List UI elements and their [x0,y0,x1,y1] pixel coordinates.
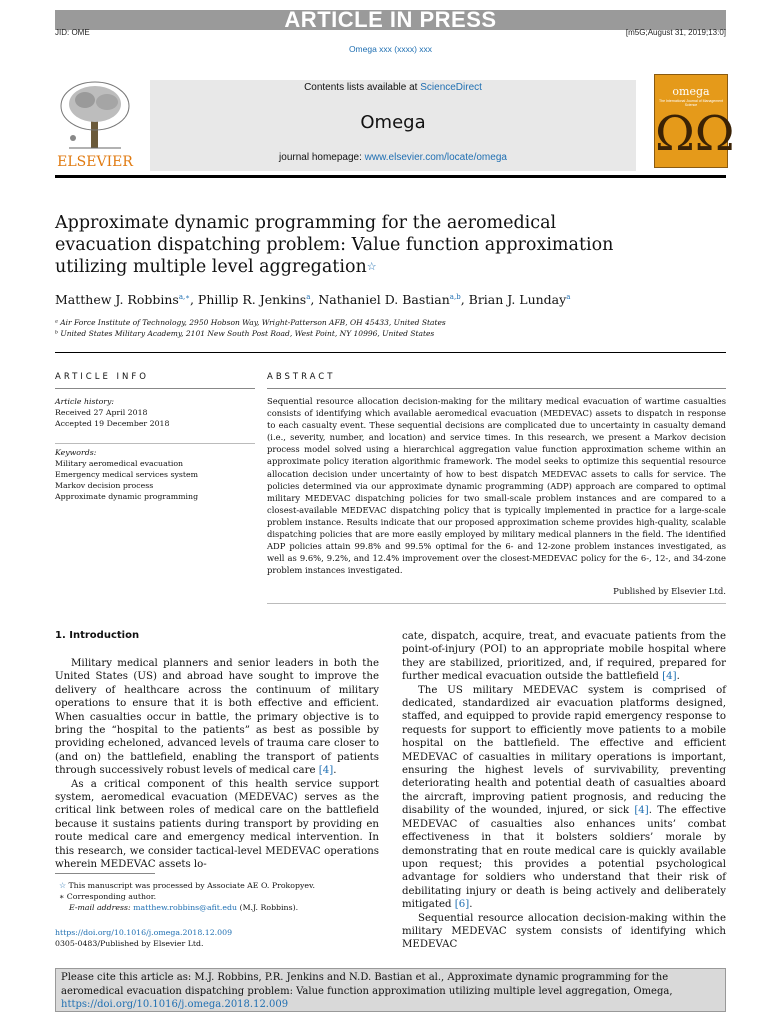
abstract-rule [267,388,726,389]
paragraph-continued [402,630,726,684]
asterisk-icon: ∗ [59,892,65,901]
paragraph: Sequential resource allocation decision-making within the military MEDEVAC system consists of identifying which MEDEVAC [402,912,726,951]
section-heading-introduction: 1. Introduction [55,630,140,641]
author-name: Brian J. Lunday [468,292,567,307]
author-name: Matthew J. Robbins [55,292,179,307]
cover-title: omega [672,85,710,98]
article-title-text: Approximate dynamic programming for the aeromedical evacuation dispatching problem: Value function approximation utilizing multiple level aggregation [55,213,614,277]
author-separator: , [310,292,319,307]
affiliation-b: ᵇ United States Military Academy, 2101 New South Post Road, West Point, NY 10996, United States [55,329,435,338]
citation-doi-link[interactable]: https://doi.org/10.1016/j.omega.2018.12.009 [61,999,289,1010]
right-column [402,630,726,952]
title-footnote-star-icon[interactable]: ☆ [366,260,377,273]
received-date: Received 27 April 2018 [55,408,148,417]
article-title [55,212,655,278]
footnote-star-icon: ☆ [59,881,66,890]
author-affiliation-mark[interactable]: a [306,292,311,301]
left-column [55,657,379,872]
paragraph [402,684,726,912]
footnote-corresponding [59,891,379,902]
abstract-bottom-rule [267,603,726,604]
author [55,292,198,307]
journal-cover [654,74,735,168]
info-rule [55,388,255,389]
footnote-star [59,880,379,891]
paragraph-end: . [333,765,337,777]
paragraph: As a critical component of this health service support system, aeromedical evacuation (MEDEVAC) serves as the critical link between roles of medical care on the battlefield because it sustains patients during transport by providing en route medical care and emergency medical intervention. In this research, we consider tactical-level MEDEVAC operations wherein MEDEVAC assets lo- [55,778,379,871]
author-name: Nathaniel D. Bastian [318,292,450,307]
paragraph-text: Military medical planners and senior leaders in both the United States (US) and abroad have sought to improve the delivery of healthcare across the continuum of military operations to ensure that it is both effective and efficient. When casualties occur in battle, the primary objective is to bring the “hospital to the patients” as best as possible by providing echeloned, advanced levels of trauma care closer to (and on) the battlefield, enabling the transport of patients through successively robust levels of medical care [55,658,379,777]
keyword: Markov decision process [55,481,154,490]
omega-symbol-icon: ΩΩ [655,106,735,162]
author-affiliation-mark[interactable]: a,∗ [178,292,190,301]
elsevier-wordmark: ELSEVIER [57,154,133,170]
reference-link[interactable]: [6] [454,899,470,911]
keyword: Emergency medical services system [55,470,199,479]
issn-line: 0305-0483/Published by Elsevier Ltd. [55,939,204,948]
footnote-email [59,902,379,913]
abstract-text: Sequential resource allocation decision-making for the military medical evacuation of wartime casualties consists of identifying which available aeromedical evacuation (MEDEVAC) assets to dispatch in response to each casualty event. These sequential decisions are complicated due to uncertainty in casualty demand (i.e., severity, number, and location) and service times. In this research, we present a Markov decision process model solved using a hierarchical aggregation value function approximation scheme within an approximate policy iteration algorithmic framework. The model seeks to optimize this sequential resource allocation decision under uncertainty of how to best dispatch MEDEVAC assets to calls for service. The policies determined via our approximate dynamic programming (ADP) approach are compared to optimal military MEDEVAC dispatching policies for two small-scale problem instances and are compared to a closest-available MEDEVAC dispatching policy that is typically implemented in practice for a large-scale problem instance. Results indicate that our proposed approximation scheme provides high-quality, scalable dispatching policies that are more easily employed by military medical planners in the field. The identified ADP policies attain 99.8% and 99.5% optimal for the 6- and 12-zone problem instances investigated, as well as 9.6%, 9.2%, and 12.4% improvement over the closest-MEDEVAC policy for the 6-, 12-, and 34-zone problem instances investigated. [267,396,726,576]
journal-name: Omega [360,112,426,133]
sciencedirect-link[interactable]: ScienceDirect [420,82,482,93]
keyword: Approximate dynamic programming [55,492,199,501]
author-affiliation-mark[interactable]: a [566,292,571,301]
author [198,292,318,307]
affiliation-a: ᵃ Air Force Institute of Technology, 2950 Hobson Way, Wright-Patterson AFB, OH 45433, United States [55,318,446,327]
email-suffix: (M.J. Robbins). [237,903,299,912]
reference-link[interactable]: [4] [634,805,649,817]
homepage-line [150,152,636,163]
author-affiliation-mark[interactable]: a,b [449,292,461,301]
cover-subtitle: The International Journal of Management Science [659,99,724,107]
accepted-date: Accepted 19 December 2018 [55,419,170,428]
author [318,292,468,307]
email-link[interactable]: matthew.robbins@afit.edu [133,903,238,912]
journal-reference[interactable]: Omega xxx (xxxx) xxx [348,44,433,54]
article-info-heading: ARTICLE INFO [55,372,149,382]
keywords-label: Keywords: [55,448,97,457]
doi-link[interactable]: https://doi.org/10.1016/j.omega.2018.12.009 [55,928,233,937]
citation-text: Please cite this article as: M.J. Robbins, P.R. Jenkins and N.D. Bastian et al., Approximate dynamic programming for the aeromedical evacuation dispatching problem: Value function approximation utilizing multiple level aggregation, Omega, [61,972,673,997]
footnotes [59,880,379,913]
paragraph [55,657,379,778]
keywords [55,447,255,502]
author-list [55,292,725,307]
author [469,292,571,307]
history-label: Article history: [55,397,115,406]
footnote-text: This manuscript was processed by Associate AE O. Prokopyev. [68,881,315,890]
paragraph-text: . The effective MEDEVAC of casualties also enhances units’ combat effectiveness in that it bolsters soldiers’ morale by demonstrating that en route medical care is quickly available upon request; this provides a potential psychological advantage for soldiers who understand that their risk of debilitating injury or death is being actively and deliberately mitigated [402,805,726,911]
published-by: Published by Elsevier Ltd. [613,587,726,597]
paragraph-text: The US military MEDEVAC system is comprised of dedicated, standardized air evacuation platforms designed, staffed, and equipped to provide rapid emergency response to requests for support to efficiently move patients to a mobile hospital on the battlefield. The effective and efficient MEDEVAC of casualties in military operations is important, ensuring the highest levels of survivability, preventing deteriorating health and potential death of casualties aboard the aircraft, improving patient prognosis, and reducing the disability of the wounded, injured, or sick [402,684,726,817]
reference-link[interactable]: [4] [662,671,677,683]
reference-link[interactable]: [4] [318,765,334,777]
footnote-rule [55,873,155,874]
keyword: Military aeromedical evacuation [55,459,184,468]
tree-icon [55,78,135,150]
author-separator: , [460,292,469,307]
article-in-press-banner: ARTICLE IN PRESS [55,10,726,30]
email-label: E-mail address: [69,903,134,912]
paragraph-text: cate, dispatch, acquire, treat, and evacuate patients from the point-of-injury (POI) to an appropriate mobile hospital where they are stabilized, prioritized, and, if required, prepared for further medical evacuation outside the battlefield [402,631,726,683]
production-stamp: [m5G;August 31, 2019;13:0] [625,28,726,37]
affiliation-rule [55,352,726,353]
article-history [55,396,255,429]
elsevier-logo [55,78,135,168]
homepage-link[interactable]: www.elsevier.com/locate/omega [364,152,507,163]
header-rule [55,175,726,178]
citation-box [55,968,726,1012]
journal-id: JID: OME [55,28,90,37]
paragraph-end: . [469,899,473,911]
author-separator: , [189,292,198,307]
contents-prefix: Contents lists available at [304,82,421,93]
footnote-text: Corresponding author. [66,892,157,901]
journal-masthead [150,80,636,171]
paragraph-end: . [676,671,680,683]
keywords-rule [55,443,255,444]
contents-line [150,82,636,93]
abstract-heading: ABSTRACT [267,372,336,382]
homepage-prefix: journal homepage: [279,152,365,163]
author-name: Phillip R. Jenkins [197,292,307,307]
